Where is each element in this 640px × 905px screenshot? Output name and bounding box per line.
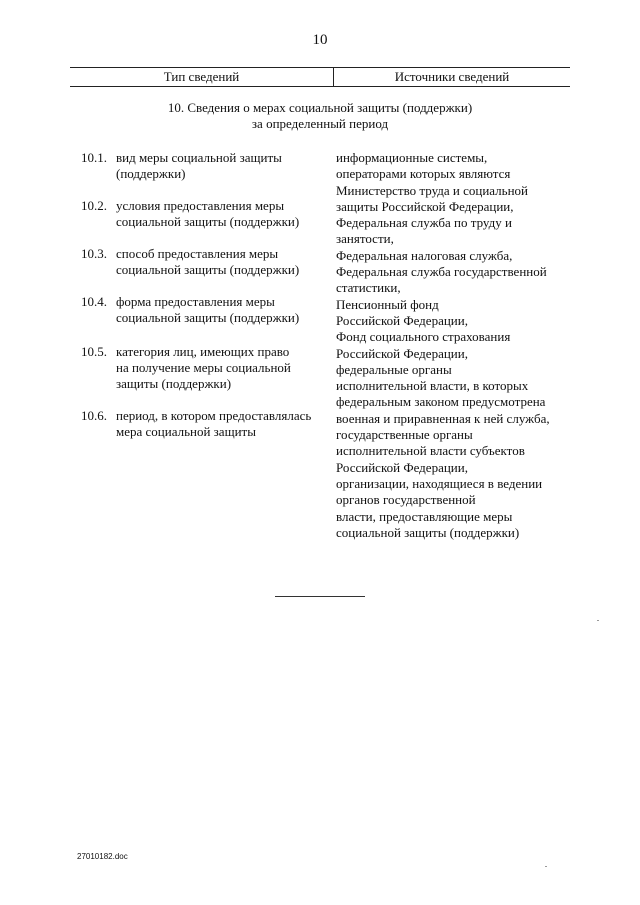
item-text-line: период, в котором предоставлялась <box>116 408 312 423</box>
sources-line: федеральные органы <box>336 361 452 377</box>
sources-line: Российской Федерации, <box>336 312 468 328</box>
sources-line: Министерство труда и социальной <box>336 182 528 198</box>
item-text-line: вид меры социальной защиты <box>116 150 282 165</box>
section-title <box>70 100 570 132</box>
table-header <box>70 67 570 87</box>
item-text-line: (поддержки) <box>116 166 186 181</box>
item-number: 10.2. <box>81 198 107 213</box>
sources-line: федеральным законом предусмотрена <box>336 394 546 410</box>
item-text <box>116 408 331 440</box>
item-text-line: способ предоставления меры <box>116 246 279 261</box>
sources-line: организации, находящиеся в ведении <box>336 475 543 491</box>
item-text-line: на получение меры социальной <box>116 360 291 375</box>
sources-line: органов государственной <box>336 492 476 508</box>
item-text-line: форма предоставления меры <box>116 294 275 309</box>
item-text-line: мера социальной защиты <box>116 424 256 439</box>
sources-line: власти, предоставляющие меры <box>336 508 513 524</box>
sources-line: занятости, <box>336 231 394 247</box>
sources-line: операторами которых являются <box>336 166 511 182</box>
scan-speck <box>545 866 547 867</box>
item-text <box>116 246 331 278</box>
item-text-line: категория лиц, имеющих право <box>116 344 290 359</box>
item-text <box>116 344 331 392</box>
sources-line: защиты Российской Федерации, <box>336 198 514 214</box>
item-text-line: условия предоставления меры <box>116 198 285 213</box>
sources-line: социальной защиты (поддержки) <box>336 524 520 540</box>
sources-line: Фонд социального страхования <box>336 329 511 345</box>
sources-line: государственные органы <box>336 427 473 443</box>
item-number: 10.3. <box>81 246 107 261</box>
sources-line: Федеральная налоговая служба, <box>336 247 513 263</box>
item-text-line: социальной защиты (поддержки) <box>116 214 300 229</box>
sources-line: исполнительной власти, в которых <box>336 378 529 394</box>
sources-line: Пенсионный фонд <box>336 296 439 312</box>
item-number: 10.6. <box>81 408 107 423</box>
header-type-of-information: Тип сведений <box>163 69 240 84</box>
end-of-document-rule <box>275 596 365 597</box>
page-number: 10 <box>312 32 328 48</box>
section-title-line-1: 10. Сведения о мерах социальной защиты (поддержки) <box>167 100 473 115</box>
item-number: 10.1. <box>81 150 107 165</box>
item-text <box>116 294 331 326</box>
sources-line: Российской Федерации, <box>336 459 468 475</box>
item-number: 10.4. <box>81 294 107 309</box>
item-text-line: социальной защиты (поддержки) <box>116 262 300 277</box>
sources-line: исполнительной власти субъектов <box>336 443 525 459</box>
item-text-line: защиты (поддержки) <box>116 376 232 391</box>
sources-line: статистики, <box>336 280 401 296</box>
item-text <box>116 150 331 182</box>
section-title-line-2: за определенный период <box>251 116 389 131</box>
sources-line: Федеральная служба по труду и <box>336 215 512 231</box>
scan-speck <box>597 620 599 621</box>
item-text <box>116 198 331 230</box>
sources-line: информационные системы, <box>336 150 488 165</box>
sources-line: Российской Федерации, <box>336 345 468 361</box>
sources-line: военная и приравненная к ней служба, <box>336 410 550 426</box>
item-text-line: социальной защиты (поддержки) <box>116 310 300 325</box>
footer-filename: 27010182.doc <box>77 852 128 861</box>
item-number: 10.5. <box>81 344 107 359</box>
sources-text <box>336 150 576 541</box>
header-sources-of-information: Источники сведений <box>394 69 510 84</box>
sources-line: Федеральная служба государственной <box>336 264 547 280</box>
